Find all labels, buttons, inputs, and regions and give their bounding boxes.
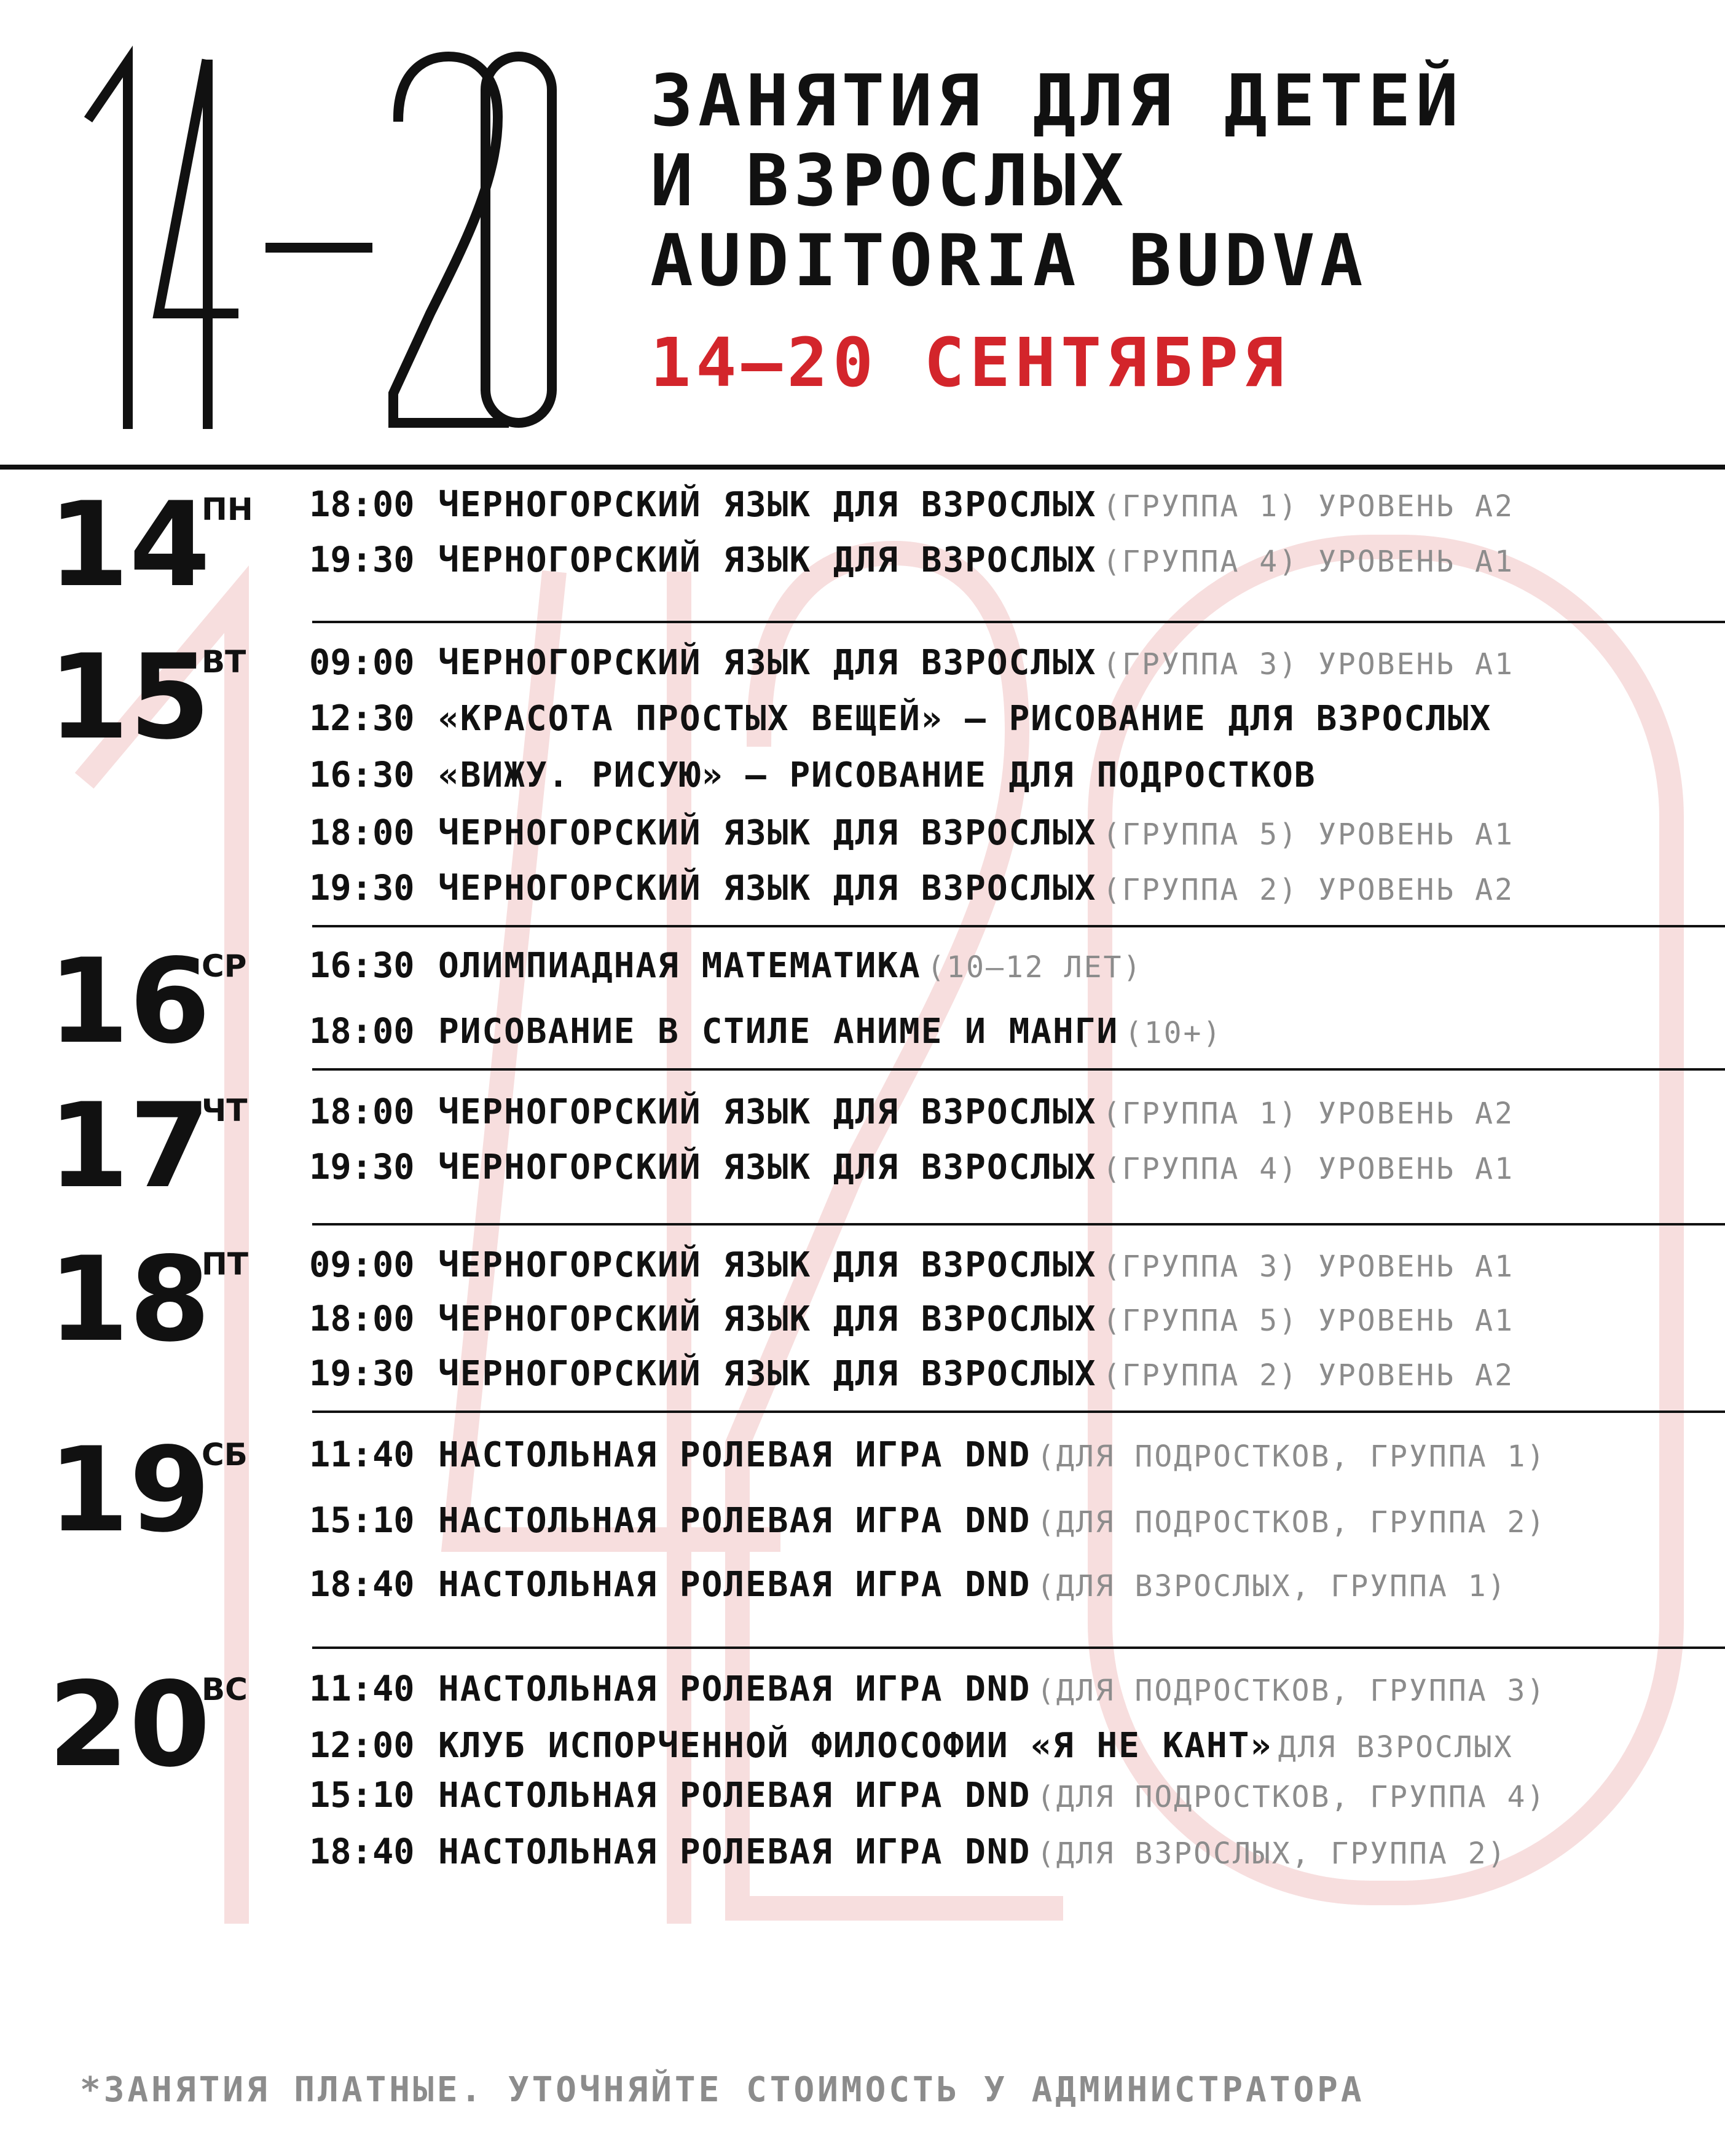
day-number: 15 [48,629,211,765]
date-range: 14—20 СЕНТЯБРЯ [650,323,1289,402]
event-time: 16:30 [309,755,415,795]
event-name: ЧЕРНОГОРСКИЙ ЯЗЫК ДЛЯ ВЗРОСЛЫХ [438,1147,1097,1187]
weekday-label: ВТ [202,644,246,680]
event-name: «КРАСОТА ПРОСТЫХ ВЕЩЕЙ» — РИСОВАНИЕ ДЛЯ ВЗРОСЛЫХ [438,699,1492,739]
event-row [309,1299,1514,1342]
event-time: 19:30 [309,868,415,908]
title-block [650,61,1463,402]
event-note: (ГРУППА 4) УРОВЕНЬ А1 [1102,545,1514,579]
event-time: 18:00 [309,1011,415,1052]
event-time: 18:00 [309,1092,415,1132]
event-row [309,1011,1222,1054]
event-time: 19:30 [309,540,415,580]
event-note: (ДЛЯ ВЗРОСЛЫХ, ГРУППА 2) [1036,1836,1507,1871]
event-time: 12:00 [309,1725,415,1766]
event-row [309,1669,1546,1712]
event-time: 18:00 [309,1299,415,1339]
weekday-label: ПН [202,492,253,527]
footnote: *ЗАНЯТИЯ ПЛАТНЫЕ. УТОЧНЯЙТЕ СТОИМОСТЬ У АДМИНИСТРАТОРА [80,2070,1365,2110]
event-note: (ДЛЯ ВЗРОСЛЫХ, ГРУППА 1) [1036,1569,1507,1603]
event-time: 18:40 [309,1564,415,1605]
event-name: ЧЕРНОГОРСКИЙ ЯЗЫК ДЛЯ ВЗРОСЛЫХ [438,1299,1097,1339]
title-line-3: AUDITORIA BUDVA [650,219,1368,302]
event-note: (ДЛЯ ПОДРОСТКОВ, ГРУППА 1) [1036,1439,1547,1474]
day-number: 17 [48,1078,211,1214]
event-note: (10+) [1124,1016,1223,1050]
event-name: РИСОВАНИЕ В СТИЛЕ АНИМЕ И МАНГИ [438,1012,1119,1052]
event-time: 15:10 [309,1775,415,1816]
event-row [309,540,1514,583]
event-name: ОЛИМПИАДНАЯ МАТЕМАТИКА [438,946,921,986]
event-note: ДЛЯ ВЗРОСЛЫХ [1278,1730,1514,1765]
event-row [309,642,1514,685]
event-row [309,1147,1514,1190]
weekday-label: ВС [202,1672,248,1707]
day-divider [312,925,1725,927]
event-time: 19:30 [309,1147,415,1187]
event-note: (ГРУППА 2) УРОВЕНЬ А2 [1102,873,1514,907]
event-note: (ГРУППА 1) УРОВЕНЬ А2 [1102,489,1514,524]
event-name: НАСТОЛЬНАЯ РОЛЕВАЯ ИГРА DND [438,1435,1031,1475]
event-name: ЧЕРНОГОРСКИЙ ЯЗЫК ДЛЯ ВЗРОСЛЫХ [438,1245,1097,1285]
event-time: 18:00 [309,812,415,853]
day-divider [312,621,1725,623]
event-note: (ГРУППА 3) УРОВЕНЬ А1 [1102,1249,1514,1284]
title-line-1: ЗАНЯТИЯ ДЛЯ ДЕТЕЙ [650,60,1464,143]
event-row [309,755,1316,798]
event-time: 09:00 [309,642,415,683]
top-divider [0,465,1725,470]
event-row [309,945,1142,988]
event-name: ЧЕРНОГОРСКИЙ ЯЗЫК ДЛЯ ВЗРОСЛЫХ [438,868,1097,908]
weekday-label: ЧТ [202,1093,248,1128]
event-row [309,484,1514,527]
event-row [309,1725,1514,1768]
event-row [309,1500,1546,1543]
event-time: 09:00 [309,1245,415,1285]
day-divider [312,1223,1725,1226]
event-name: КЛУБ ИСПОРЧЕННОЙ ФИЛОСОФИИ «Я НЕ КАНТ» [438,1726,1273,1766]
event-row [309,1353,1514,1396]
event-note: (ДЛЯ ПОДРОСТКОВ, ГРУППА 4) [1036,1780,1547,1814]
event-row [309,812,1514,856]
title-line-2: И ВЗРОСЛЫХ [650,140,1129,222]
event-time: 18:00 [309,484,415,525]
header-big-range [74,37,565,443]
event-name: ЧЕРНОГОРСКИЙ ЯЗЫК ДЛЯ ВЗРОСЛЫХ [438,1092,1097,1132]
event-name: «ВИЖУ. РИСУЮ» — РИСОВАНИЕ ДЛЯ ПОДРОСТКОВ [438,755,1316,795]
event-name: ЧЕРНОГОРСКИЙ ЯЗЫК ДЛЯ ВЗРОСЛЫХ [438,485,1097,525]
event-time: 18:40 [309,1831,415,1872]
event-name: НАСТОЛЬНАЯ РОЛЕВАЯ ИГРА DND [438,1669,1031,1709]
event-time: 19:30 [309,1353,415,1394]
event-row [309,868,1514,911]
event-row [309,1831,1507,1875]
day-number: 19 [48,1422,211,1558]
event-row [309,1245,1514,1288]
event-row [309,1775,1546,1818]
weekday-label: ПТ [202,1246,248,1282]
weekday-label: СБ [202,1437,248,1473]
day-number: 14 [48,477,211,613]
event-name: ЧЕРНОГОРСКИЙ ЯЗЫК ДЛЯ ВЗРОСЛЫХ [438,643,1097,683]
day-number: 20 [48,1657,211,1793]
event-note: (ГРУППА 3) УРОВЕНЬ А1 [1102,647,1514,682]
event-time: 11:40 [309,1434,415,1475]
event-name: НАСТОЛЬНАЯ РОЛЕВАЯ ИГРА DND [438,1501,1031,1541]
event-note: (ДЛЯ ПОДРОСТКОВ, ГРУППА 3) [1036,1674,1547,1708]
event-name: ЧЕРНОГОРСКИЙ ЯЗЫК ДЛЯ ВЗРОСЛЫХ [438,813,1097,853]
event-name: ЧЕРНОГОРСКИЙ ЯЗЫК ДЛЯ ВЗРОСЛЫХ [438,1354,1097,1394]
event-time: 11:40 [309,1669,415,1709]
event-row [309,1434,1546,1477]
day-number: 18 [48,1232,211,1367]
day-divider [312,1410,1725,1413]
event-note: (ГРУППА 2) УРОВЕНЬ А2 [1102,1358,1514,1393]
event-row [309,1564,1507,1607]
event-note: (ГРУППА 5) УРОВЕНЬ А1 [1102,1304,1514,1338]
event-name: НАСТОЛЬНАЯ РОЛЕВАЯ ИГРА DND [438,1776,1031,1816]
event-time: 16:30 [309,945,415,986]
event-name: ЧЕРНОГОРСКИЙ ЯЗЫК ДЛЯ ВЗРОСЛЫХ [438,540,1097,580]
event-note: (10—12 ЛЕТ) [927,950,1143,985]
day-divider [312,1068,1725,1071]
event-time: 15:10 [309,1500,415,1541]
event-note: (ГРУППА 4) УРОВЕНЬ А1 [1102,1152,1514,1186]
event-note: (ГРУППА 1) УРОВЕНЬ А2 [1102,1096,1514,1131]
weekday-label: СР [202,948,247,984]
event-row [309,698,1491,741]
event-name: НАСТОЛЬНАЯ РОЛЕВАЯ ИГРА DND [438,1565,1031,1605]
event-row [309,1092,1514,1135]
day-number: 16 [48,934,211,1069]
day-divider [312,1647,1725,1649]
event-name: НАСТОЛЬНАЯ РОЛЕВАЯ ИГРА DND [438,1832,1031,1872]
event-note: (ДЛЯ ПОДРОСТКОВ, ГРУППА 2) [1036,1505,1547,1540]
event-time: 12:30 [309,698,415,739]
event-note: (ГРУППА 5) УРОВЕНЬ А1 [1102,817,1514,852]
